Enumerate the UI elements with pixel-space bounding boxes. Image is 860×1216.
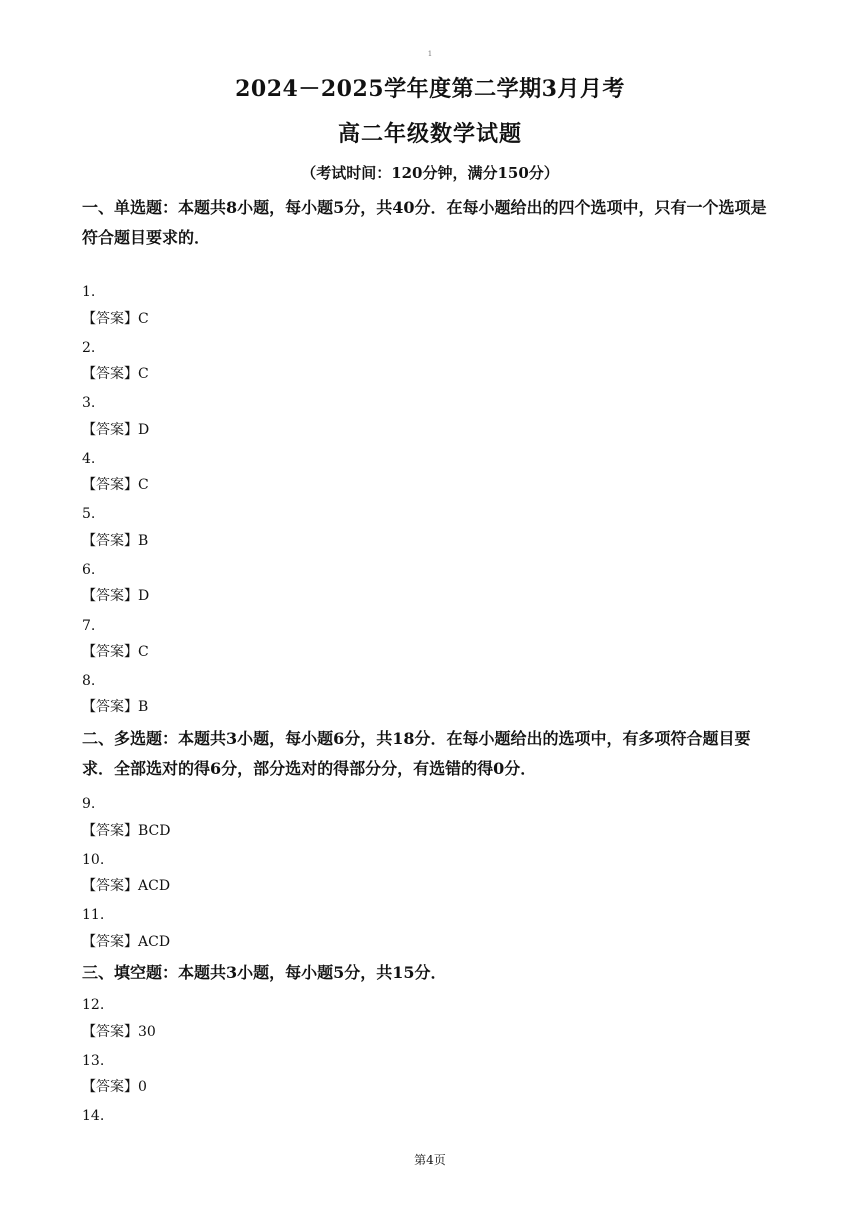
question-number: 12. (82, 997, 105, 1013)
section-heading-multiple-choice: 二、多选题：本题共3小题，每小题6分，共18分．在每小题给出的选项中，有多项符合题目要求．全部选对的得6分，部分选对的得部分分，有选错的得0分． (82, 729, 751, 778)
answer-line: 【答案】30 (82, 1024, 156, 1040)
answer-line: 【答案】D (82, 588, 150, 604)
answer-line: 【答案】C (82, 644, 149, 660)
answer-line: 【答案】ACD (82, 934, 171, 950)
question-number: 8. (82, 673, 96, 689)
question-number: 6. (82, 562, 96, 578)
question-number: 1. (82, 284, 96, 300)
header-mark: 1 (427, 50, 433, 58)
answer-line: 【答案】B (82, 533, 149, 549)
exam-title: 2024－2025学年度第二学期3月月考 (235, 76, 625, 102)
question-number: 5. (82, 506, 96, 522)
answer-line: 【答案】C (82, 477, 149, 493)
section-heading-fill-in: 三、填空题：本题共3小题，每小题5分，共15分． (82, 963, 447, 982)
question-number: 11. (82, 907, 105, 923)
question-number: 7. (82, 618, 96, 634)
question-number: 4. (82, 451, 96, 467)
question-number: 9. (82, 796, 96, 812)
answer-line: 【答案】C (82, 366, 149, 382)
question-number: 14. (82, 1108, 105, 1124)
exam-subtitle: 高二年级数学试题 (337, 121, 522, 147)
question-number: 13. (82, 1053, 105, 1069)
section-heading-single-choice: 一、单选题：本题共8小题，每小题5分，共40分．在每小题给出的四个选项中，只有一个选项是符合题目要求的． (82, 198, 767, 247)
answer-line: 【答案】BCD (82, 823, 171, 839)
answer-line: 【答案】0 (82, 1079, 147, 1095)
page-number: 第4页 (414, 1153, 446, 1167)
answer-line: 【答案】D (82, 422, 150, 438)
answer-line: 【答案】B (82, 699, 149, 715)
question-number: 2. (82, 340, 96, 356)
question-number: 3. (82, 395, 96, 411)
answer-line: 【答案】ACD (82, 878, 171, 894)
question-number: 10. (82, 852, 105, 868)
exam-time-info: （考试时间：120分钟，满分150分） (301, 164, 559, 182)
answer-line: 【答案】C (82, 311, 149, 327)
